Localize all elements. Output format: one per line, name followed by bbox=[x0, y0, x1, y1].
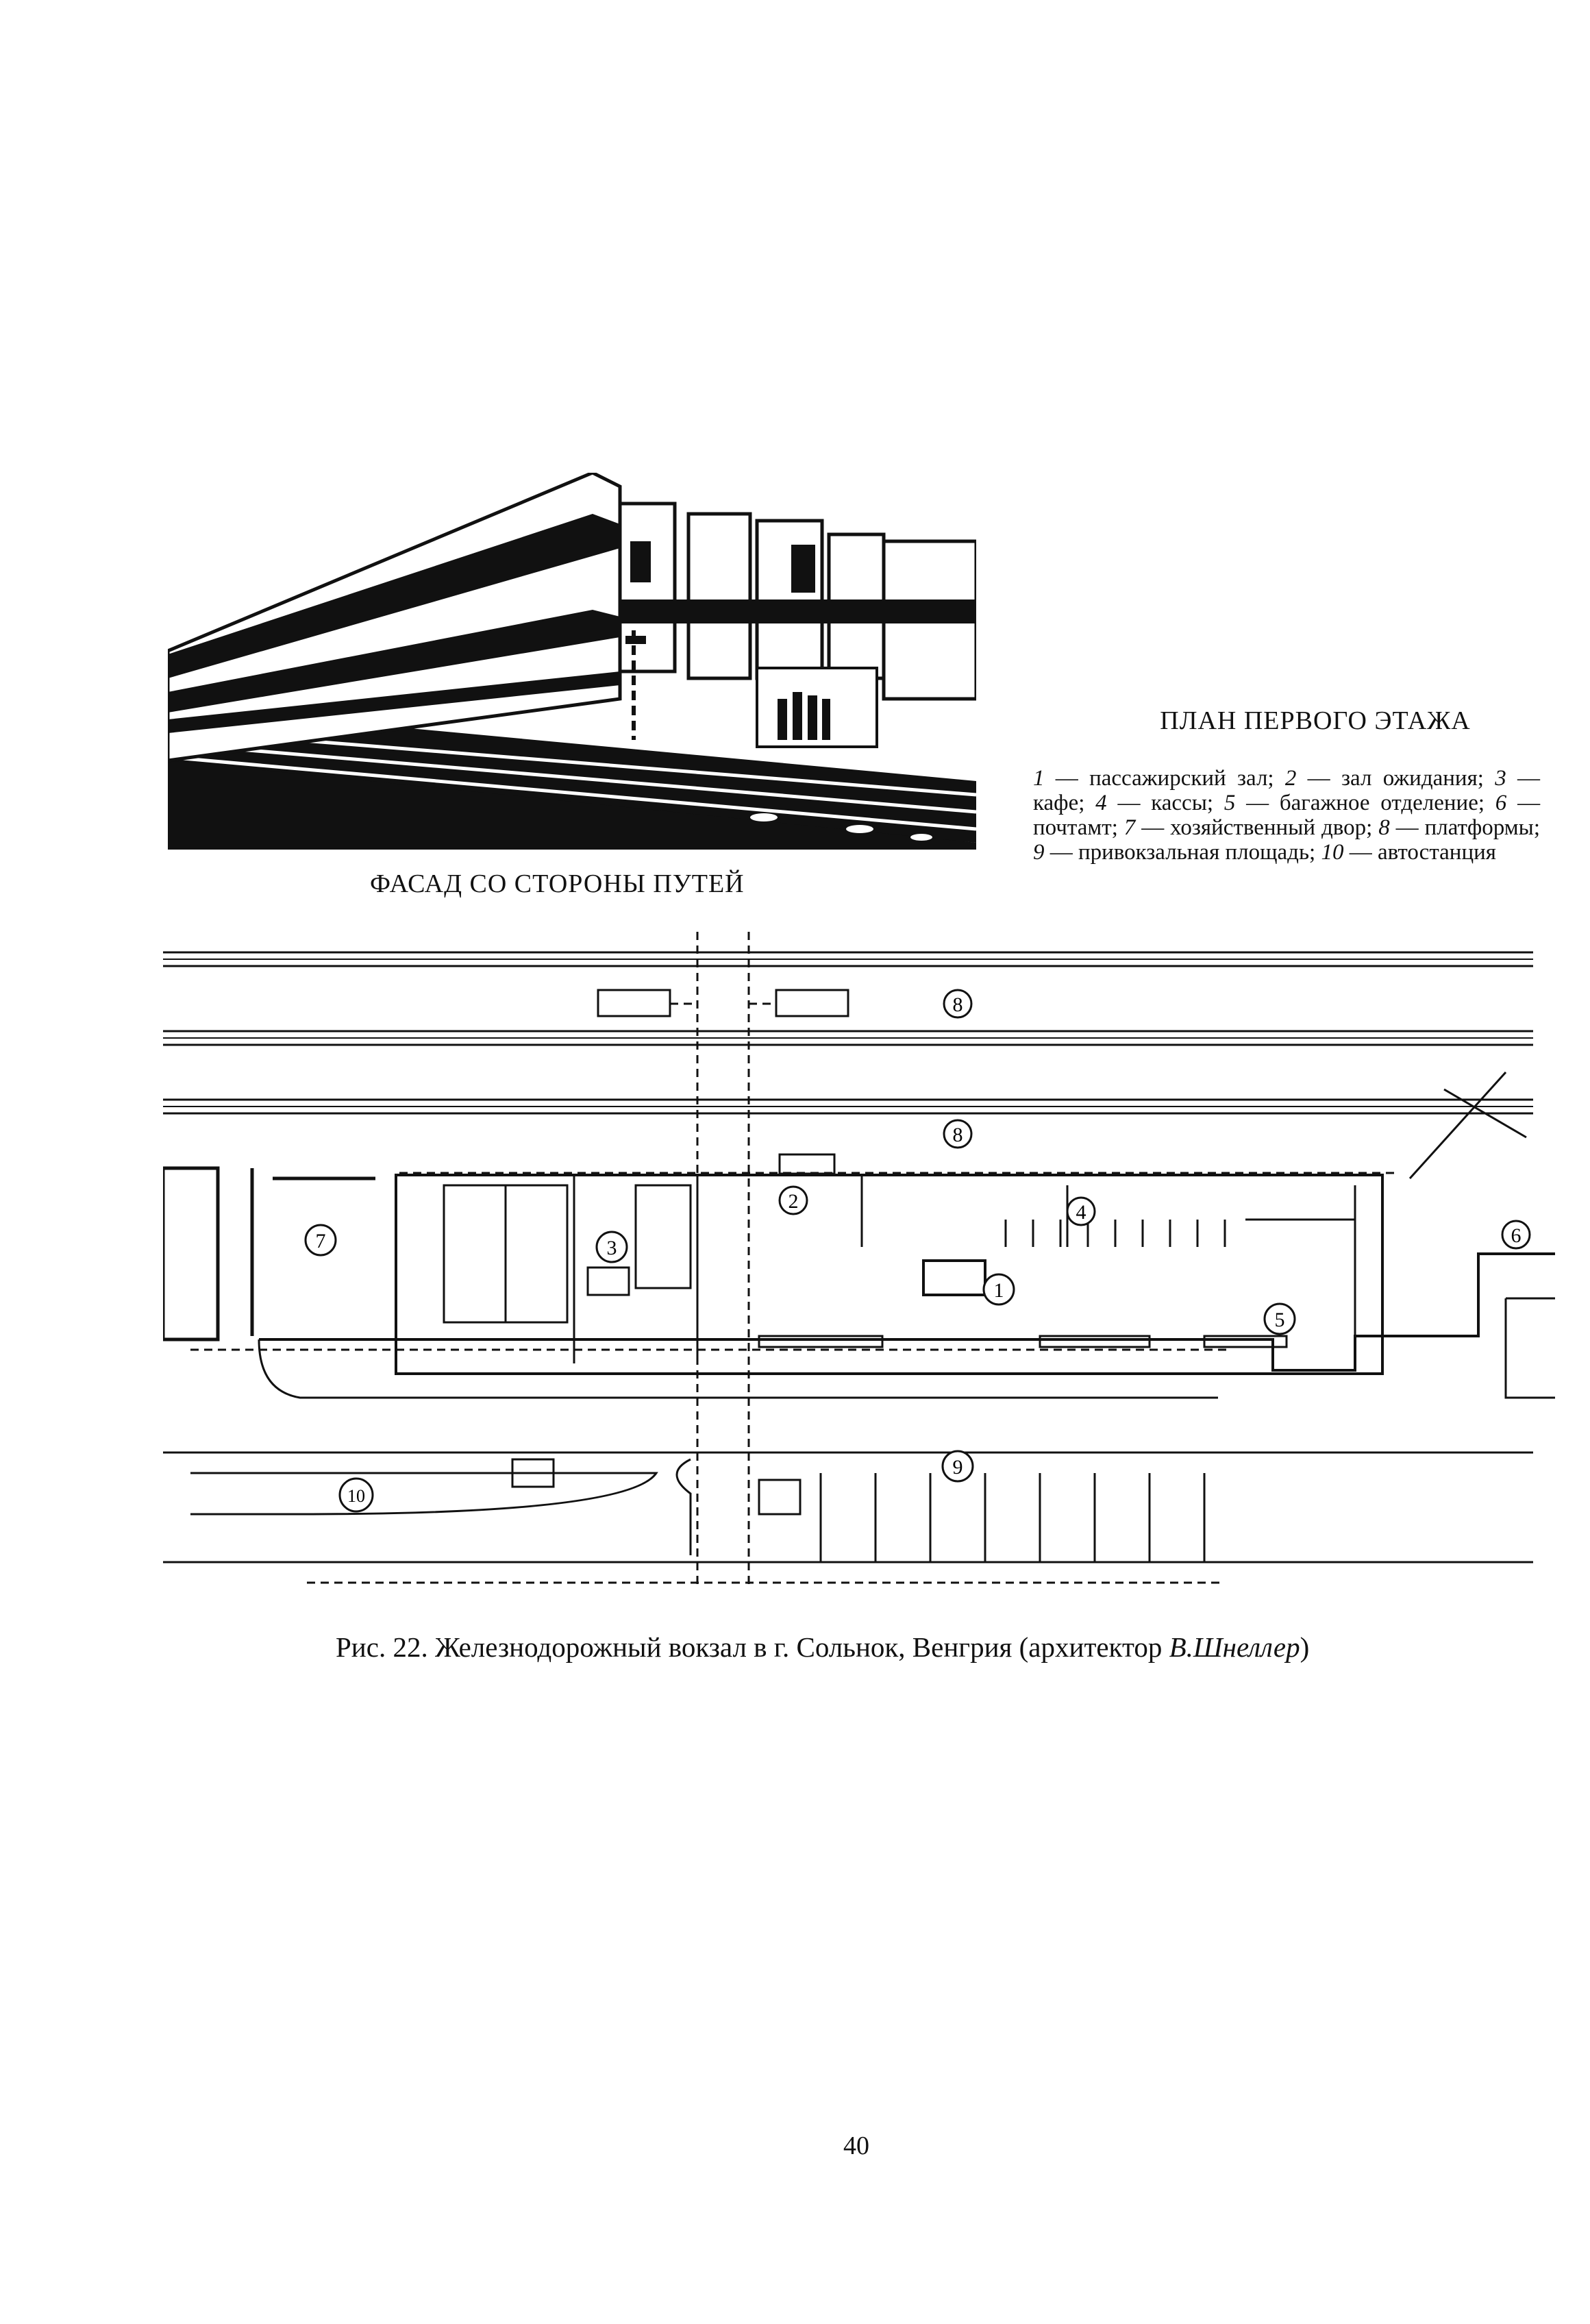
legend-item: 10 — автостанция bbox=[1321, 840, 1496, 865]
svg-text:8: 8 bbox=[952, 1124, 963, 1146]
plan-markers bbox=[306, 990, 1530, 1511]
svg-text:9: 9 bbox=[952, 1456, 963, 1479]
plan-title: ПЛАН ПЕРВОГО ЭТАЖА bbox=[1160, 706, 1471, 735]
svg-text:8: 8 bbox=[952, 993, 963, 1016]
legend-item: 9 — привокзальная площадь; bbox=[1033, 840, 1316, 865]
legend-item: 2 — зал ожидания; bbox=[1284, 766, 1484, 791]
page-number: 40 bbox=[843, 2131, 869, 2160]
legend-item: 8 — платформы; bbox=[1378, 815, 1541, 840]
plan-legend bbox=[1033, 766, 1540, 865]
svg-text:7: 7 bbox=[315, 1230, 326, 1252]
marker-2 bbox=[780, 1187, 807, 1214]
marker-9 bbox=[943, 1451, 973, 1481]
legend-item: 4 — кассы; bbox=[1095, 791, 1214, 815]
facade-caption: ФАСАД СО СТОРОНЫ ПУТЕЙ bbox=[370, 869, 745, 898]
marker-8-upper bbox=[944, 990, 971, 1017]
facade-drawing bbox=[168, 473, 976, 850]
marker-3 bbox=[597, 1232, 627, 1262]
svg-text:4: 4 bbox=[1076, 1201, 1086, 1224]
marker-1 bbox=[984, 1274, 1014, 1305]
marker-7 bbox=[306, 1225, 336, 1255]
figure-caption: Рис. 22. Железнодорожный вокзал в г. Сольнок, Венгрия (архитектор В.Шнеллер) bbox=[336, 1631, 1310, 1663]
svg-text:10: 10 bbox=[347, 1486, 365, 1506]
svg-text:6: 6 bbox=[1511, 1224, 1521, 1247]
marker-6 bbox=[1502, 1221, 1530, 1248]
svg-text:3: 3 bbox=[606, 1237, 617, 1259]
marker-10 bbox=[340, 1479, 373, 1511]
legend-item: 5 — багажное отделение; bbox=[1223, 791, 1485, 815]
svg-text:2: 2 bbox=[788, 1190, 799, 1213]
marker-8-lower bbox=[944, 1120, 971, 1148]
svg-text:5: 5 bbox=[1274, 1309, 1285, 1331]
marker-4 bbox=[1067, 1198, 1095, 1225]
marker-5 bbox=[1265, 1304, 1295, 1334]
svg-text:1: 1 bbox=[993, 1279, 1004, 1302]
floor-plan-drawing bbox=[163, 925, 1555, 1590]
legend-item: 6 — почтамт; bbox=[1033, 791, 1541, 840]
legend-item: 1 — пассажирский зал; bbox=[1033, 766, 1274, 791]
legend-item: 7 — хозяйственный двор; bbox=[1123, 815, 1373, 840]
legend-item: 3 — кафе; bbox=[1033, 766, 1541, 815]
